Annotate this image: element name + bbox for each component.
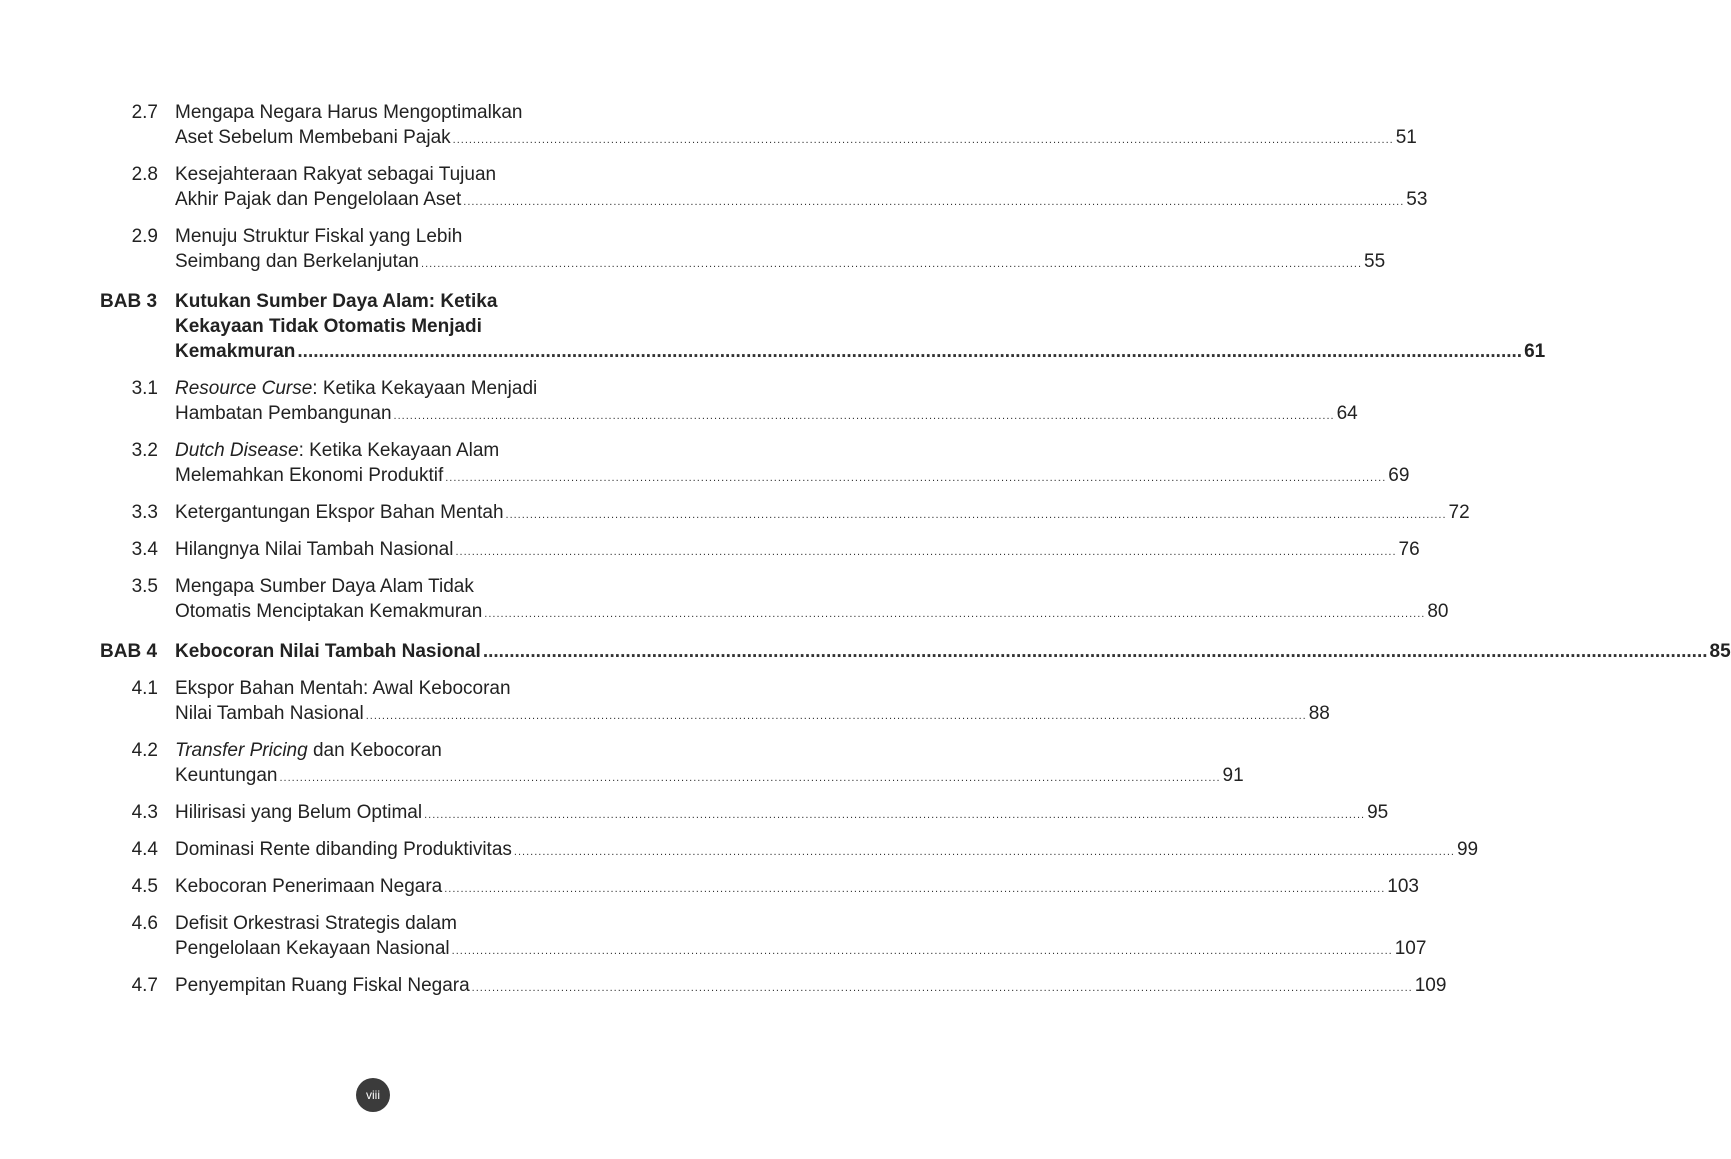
entry-title-line <box>175 438 499 463</box>
entry-title <box>175 874 1419 902</box>
toc-section-entry <box>100 738 1244 791</box>
entry-page-number: 53 <box>1406 189 1428 210</box>
entry-title <box>175 837 1478 865</box>
entry-title-line: Kebocoran Penerimaan Negara <box>175 876 443 897</box>
toc-section-entry <box>100 911 1427 964</box>
entry-title <box>175 973 1446 1001</box>
toc-section-entry <box>100 574 1449 627</box>
entry-number: 3.4 <box>131 539 158 560</box>
dot-leader <box>444 877 1385 902</box>
entry-number: 4.1 <box>131 678 158 699</box>
entry-title <box>175 100 1417 153</box>
dot-leader <box>463 190 1404 215</box>
entry-title-line: Mengapa Negara Harus Mengoptimalkan <box>175 102 523 123</box>
entry-number: 4.3 <box>131 802 158 823</box>
dot-leader <box>424 803 1365 828</box>
toc-chapter-entry <box>100 639 1731 664</box>
entry-title-line: Hilirisasi yang Belum Optimal <box>175 802 423 823</box>
table-of-contents <box>100 100 1731 1010</box>
entry-page-number: 72 <box>1448 502 1470 523</box>
dot-leader <box>297 339 1522 364</box>
entry-page-number: 99 <box>1456 839 1479 860</box>
toc-section-entry <box>100 376 1358 429</box>
toc-section-entry <box>100 800 1389 828</box>
toc-section-entry <box>100 224 1386 277</box>
entry-page-number: 51 <box>1395 127 1417 148</box>
entry-title-line: Keuntungan <box>175 765 278 786</box>
entry-title-line: Mengapa Sumber Daya Alam Tidak <box>175 576 474 597</box>
entry-title-line: Kemakmuran <box>175 341 296 362</box>
entry-title-line: Kesejahteraan Rakyat sebagai Tujuan <box>175 164 497 185</box>
entry-title-line: Otomatis Menciptakan Kemakmuran <box>175 601 483 622</box>
entry-title-line: Kekayaan Tidak Otomatis Menjadi <box>175 316 482 337</box>
entry-number: 4.6 <box>131 913 158 934</box>
entry-title-line: Seimbang dan Berkelanjutan <box>175 251 420 272</box>
toc-section-entry <box>100 500 1470 528</box>
dot-leader <box>452 939 1393 964</box>
toc-section-entry <box>100 837 1479 865</box>
toc-section-entry <box>100 874 1419 902</box>
entry-title <box>175 224 1385 277</box>
entry-page-number: 55 <box>1364 251 1386 272</box>
entry-page-number: 91 <box>1222 765 1244 786</box>
entry-title <box>175 162 1427 215</box>
entry-title <box>175 738 1244 791</box>
entry-title-line: Nilai Tambah Nasional <box>175 703 364 724</box>
entry-page-number: 88 <box>1308 703 1330 724</box>
entry-title-line: Hambatan Pembangunan <box>175 403 392 424</box>
entry-title-line: Akhir Pajak dan Pengelolaan Aset <box>175 189 462 210</box>
entry-title-line: Dominasi Rente dibanding Produktivitas <box>175 839 512 860</box>
dot-leader <box>514 840 1455 865</box>
toc-chapter-entry <box>100 289 1546 364</box>
entry-title <box>175 376 1358 429</box>
entry-title-line: Menuju Struktur Fiskal yang Lebih <box>175 226 463 247</box>
entry-page-number: 61 <box>1524 341 1546 362</box>
dot-leader <box>484 602 1425 627</box>
entry-number: 3.2 <box>131 440 158 461</box>
entry-title-italic: Dutch Disease <box>175 440 299 461</box>
entry-title <box>175 639 1731 664</box>
entry-title-italic: Transfer Pricing <box>175 740 308 761</box>
entry-page-number: 103 <box>1387 876 1419 897</box>
entry-page-number: 76 <box>1398 539 1420 560</box>
entry-number: 3.3 <box>131 502 158 523</box>
entry-title <box>175 438 1409 491</box>
entry-number: 2.9 <box>131 226 158 247</box>
entry-title <box>175 574 1448 627</box>
dot-leader <box>453 128 1394 153</box>
dot-leader <box>445 466 1386 491</box>
entry-title-line: Hilangnya Nilai Tambah Nasional <box>175 539 454 560</box>
toc-section-entry <box>100 676 1330 729</box>
entry-page-number: 64 <box>1336 403 1358 424</box>
entry-title-text: : Ketika Kekayaan Alam <box>298 440 500 461</box>
dot-leader <box>366 704 1307 729</box>
entry-number: BAB 4 <box>100 641 158 662</box>
entry-number: 4.4 <box>131 839 158 860</box>
toc-section-entry <box>100 162 1428 215</box>
entry-title-line: Ekspor Bahan Mentah: Awal Kebocoran <box>175 678 511 699</box>
dot-leader <box>483 639 1708 664</box>
entry-number: 3.1 <box>131 378 158 399</box>
entry-title-line: Kutukan Sumber Daya Alam: Ketika <box>175 291 498 312</box>
entry-title <box>175 500 1470 528</box>
entry-title-line <box>175 738 442 763</box>
entry-title-line: Kebocoran Nilai Tambah Nasional <box>175 641 481 662</box>
entry-title-text: dan Kebocoran <box>307 740 442 761</box>
entry-page-number: 80 <box>1427 601 1449 622</box>
entry-title-line: Defisit Orkestrasi Strategis dalam <box>175 913 457 934</box>
entry-number: 2.8 <box>131 164 158 185</box>
entry-title <box>175 911 1426 964</box>
entry-title-line: Aset Sebelum Membebani Pajak <box>175 127 451 148</box>
entry-number: 4.7 <box>131 975 158 996</box>
entry-number: 4.2 <box>131 740 158 761</box>
dot-leader <box>421 252 1362 277</box>
entry-title <box>175 676 1330 729</box>
dot-leader <box>506 503 1447 528</box>
entry-title <box>175 289 1545 364</box>
entry-number: 2.7 <box>131 102 158 123</box>
entry-title-italic: Resource Curse <box>175 378 313 399</box>
entry-title-line: Ketergantungan Ekspor Bahan Mentah <box>175 502 504 523</box>
dot-leader <box>472 976 1413 1001</box>
entry-page-number: 69 <box>1388 465 1410 486</box>
entry-title-text: : Ketika Kekayaan Menjadi <box>312 378 538 399</box>
toc-section-entry <box>100 973 1447 1001</box>
entry-page-number: 95 <box>1367 802 1389 823</box>
entry-title-line: Melemahkan Ekonomi Produktif <box>175 465 444 486</box>
toc-section-entry <box>100 100 1417 153</box>
dot-leader <box>280 766 1221 791</box>
entry-title-line: Pengelolaan Kekayaan Nasional <box>175 938 450 959</box>
entry-title-line: Penyempitan Ruang Fiskal Negara <box>175 975 470 996</box>
entry-title-line <box>175 376 537 401</box>
entry-page-number: 109 <box>1414 975 1447 996</box>
toc-section-entry <box>100 537 1420 565</box>
page-number-badge: viii <box>356 1078 390 1112</box>
entry-title <box>175 800 1388 828</box>
entry-page-number: 85 <box>1709 641 1731 662</box>
dot-leader <box>394 404 1335 429</box>
entry-number: 3.5 <box>131 576 158 597</box>
entry-page-number: 107 <box>1394 938 1427 959</box>
entry-title <box>175 537 1420 565</box>
dot-leader <box>455 540 1396 565</box>
entry-number: BAB 3 <box>100 291 158 312</box>
entry-number: 4.5 <box>131 876 158 897</box>
toc-section-entry <box>100 438 1410 491</box>
